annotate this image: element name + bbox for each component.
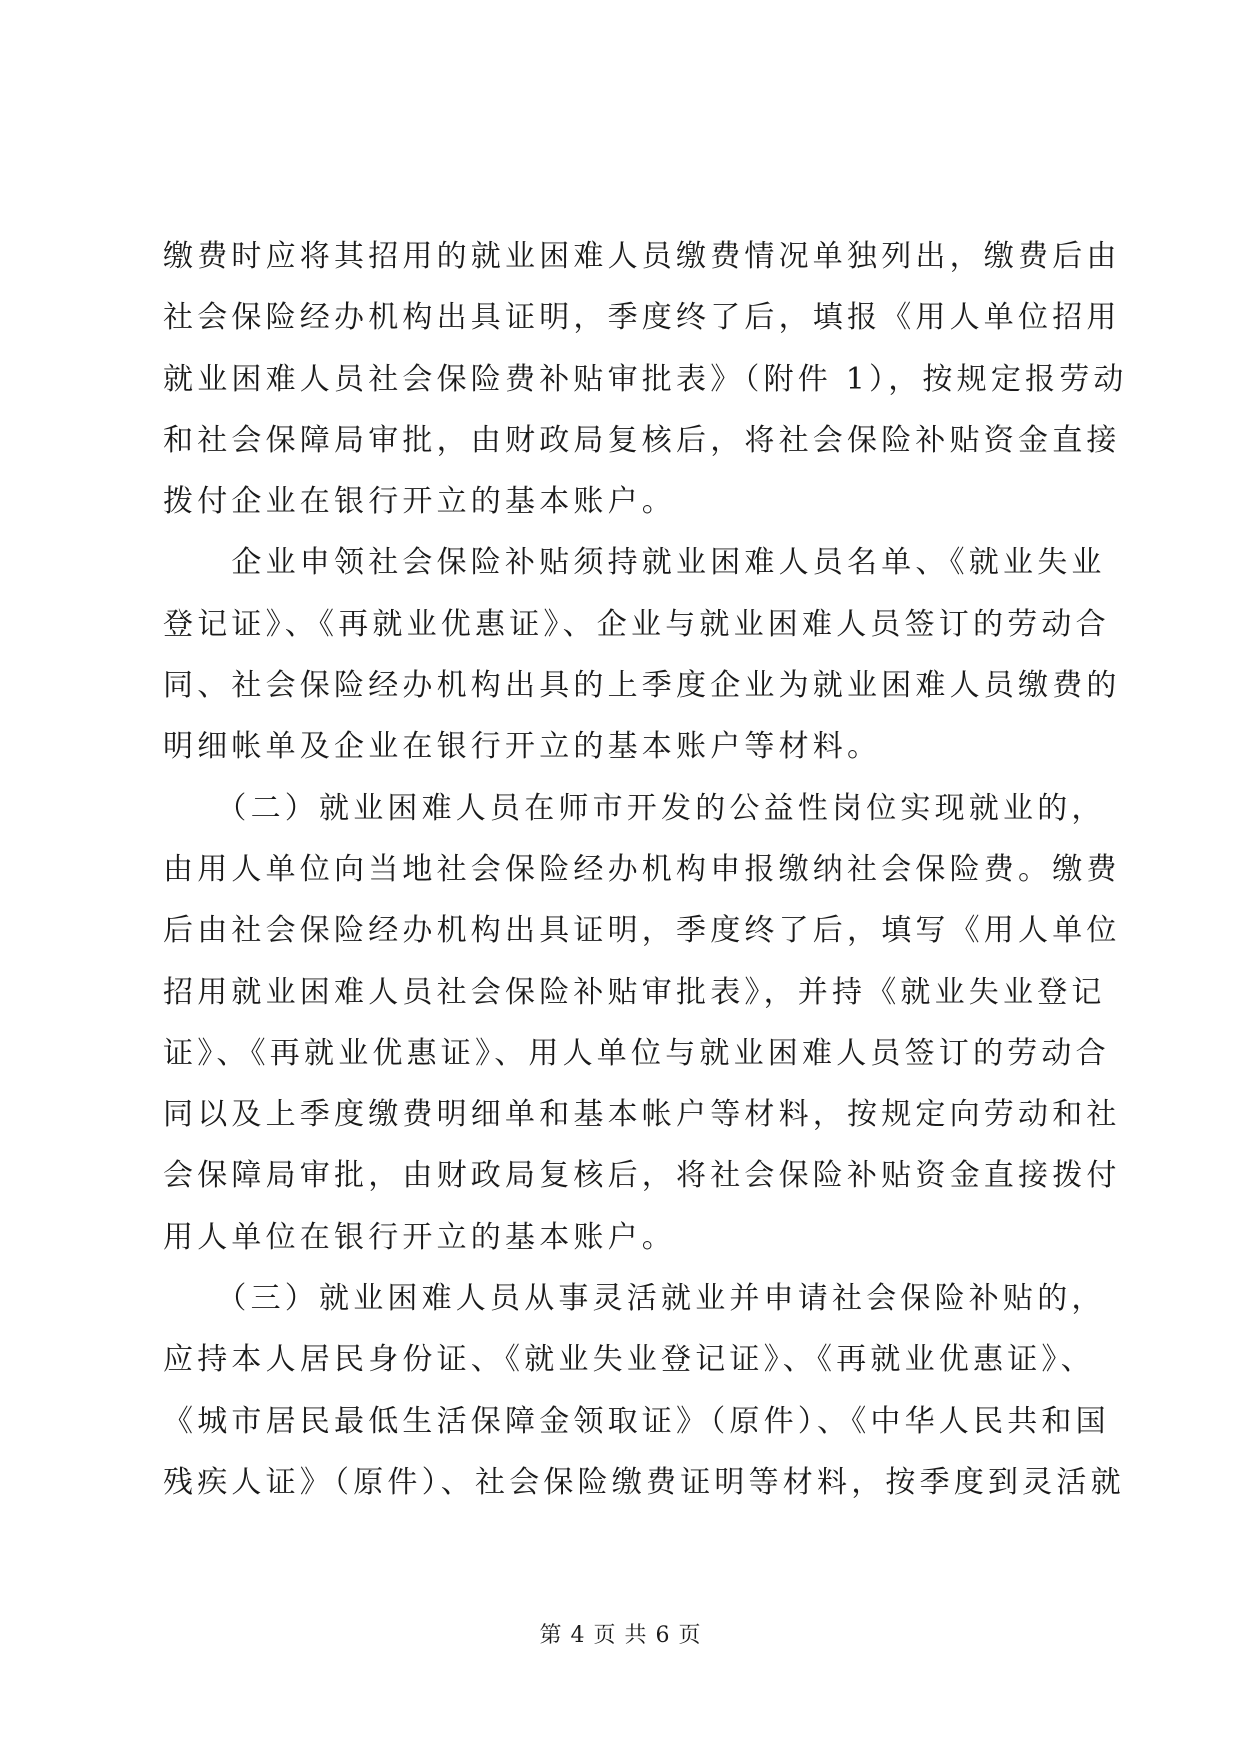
text-line: 会保障局审批，由财政局复核后，将社会保险补贴资金直接拨付 [163,1158,1121,1194]
text-line: 社会保险经办机构出具证明，季度终了后，填报《用人单位招用 [163,300,1121,336]
text-line: 企业申领社会保险补贴须持就业困难人员名单、《就业失业 [163,545,1106,581]
text-line: 登记证》、《再就业优惠证》、企业与就业困难人员签订的劳动合 [163,606,1110,642]
page-footer [0,1618,1241,1649]
text-line: 和社会保障局审批，由财政局复核后，将社会保险补贴资金直接 [163,422,1121,458]
text-line: （二）就业困难人员在师市开发的公益性岗位实现就业的， [163,790,1106,826]
text-line: 证》、《再就业优惠证》、用人单位与就业困难人员签订的劳动合 [163,1035,1110,1071]
text-line: 同以及上季度缴费明细单和基本帐户等材料，按规定向劳动和社 [163,1097,1121,1133]
text-line: 《城市居民最低生活保障金领取证》（原件）、《中华人民共和国 [163,1403,1110,1439]
document-body [163,226,1128,1513]
text-line: 就业困难人员社会保险费补贴审批表》（附件 1），按规定报劳动 [163,361,1128,397]
text-line: 同、社会保险经办机构出具的上季度企业为就业困难人员缴费的 [163,668,1121,704]
text-line: 招用就业困难人员社会保险补贴审批表》，并持《就业失业登记 [163,974,1106,1010]
text-line: 缴费时应将其招用的就业困难人员缴费情况单独列出，缴费后由 [163,239,1121,274]
text-line: （三）就业困难人员从事灵活就业并申请社会保险补贴的， [163,1281,1106,1317]
text-line: 后由社会保险经办机构出具证明，季度终了后，填写《用人单位 [163,913,1121,949]
text-line: 用人单位在银行开立的基本账户。 [163,1219,676,1255]
text-line: 明细帐单及企业在银行开立的基本账户等材料。 [163,729,882,765]
text-line: 应持本人居民身份证、《就业失业登记证》、《再就业优惠证》、 [163,1342,1095,1378]
page-number-label: 第 4 页 共 6 页 [539,1623,702,1648]
text-line: 拨付企业在银行开立的基本账户。 [163,484,676,520]
text-line: 由用人单位向当地社会保险经办机构申报缴纳社会保险费。缴费 [163,851,1121,887]
text-line: 残疾人证》（原件）、社会保险缴费证明等材料，按季度到灵活就 [163,1464,1125,1500]
